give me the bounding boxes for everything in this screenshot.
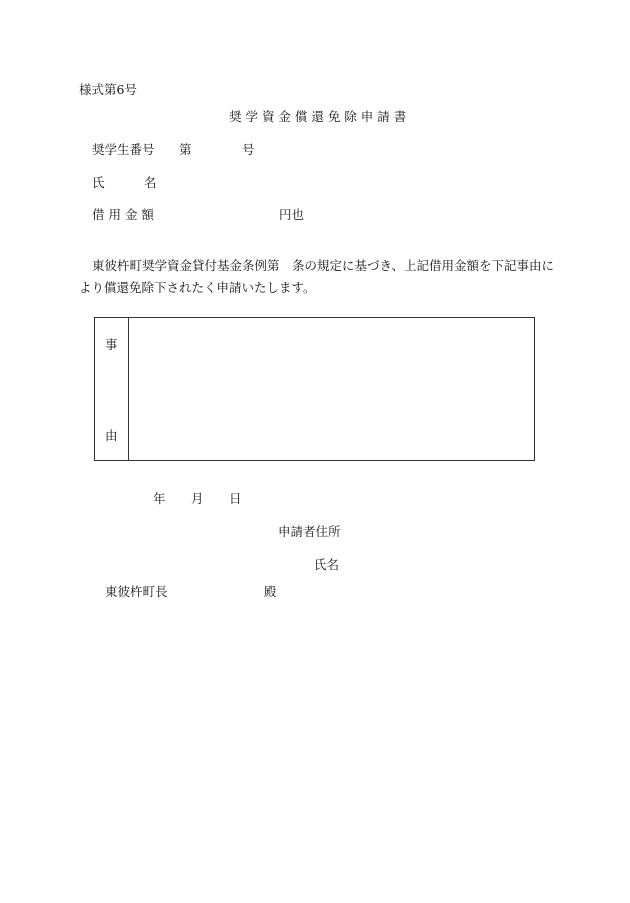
date-month: 月 <box>191 491 204 506</box>
recipient-honorific: 殿 <box>264 584 277 599</box>
loan-amount-unit: 円也 <box>279 207 305 222</box>
date-day: 日 <box>229 491 242 506</box>
reason-label-top: 事 <box>105 337 118 352</box>
document-title: 奨 学 資 金 償 還 免 除 申 請 書 <box>229 109 407 124</box>
date-year: 年 <box>153 491 166 506</box>
body-line-1: 東彼杵町奨学資金貸付基金条例第 条の規定に基づき、上記借用金額を下記事由に <box>92 258 555 273</box>
reason-label-bottom: 由 <box>105 428 118 443</box>
body-line-2: より償還免除下されたく申請いたします。 <box>79 280 316 295</box>
reason-box <box>94 317 535 461</box>
reason-box-divider <box>128 317 129 461</box>
name-label-part2: 名 <box>144 175 157 190</box>
form-number: 様式第6号 <box>79 82 137 97</box>
loan-amount-label: 借 用 金 額 <box>92 207 154 222</box>
recipient-label: 東彼杵町長 <box>105 584 168 599</box>
student-number-label: 奨学生番号 <box>92 142 155 157</box>
student-number-prefix: 第 <box>179 142 192 157</box>
applicant-name-label: 氏名 <box>314 557 340 572</box>
applicant-address-label: 申請者住所 <box>278 524 341 539</box>
name-label-part1: 氏 <box>92 175 105 190</box>
student-number-suffix: 号 <box>242 142 255 157</box>
